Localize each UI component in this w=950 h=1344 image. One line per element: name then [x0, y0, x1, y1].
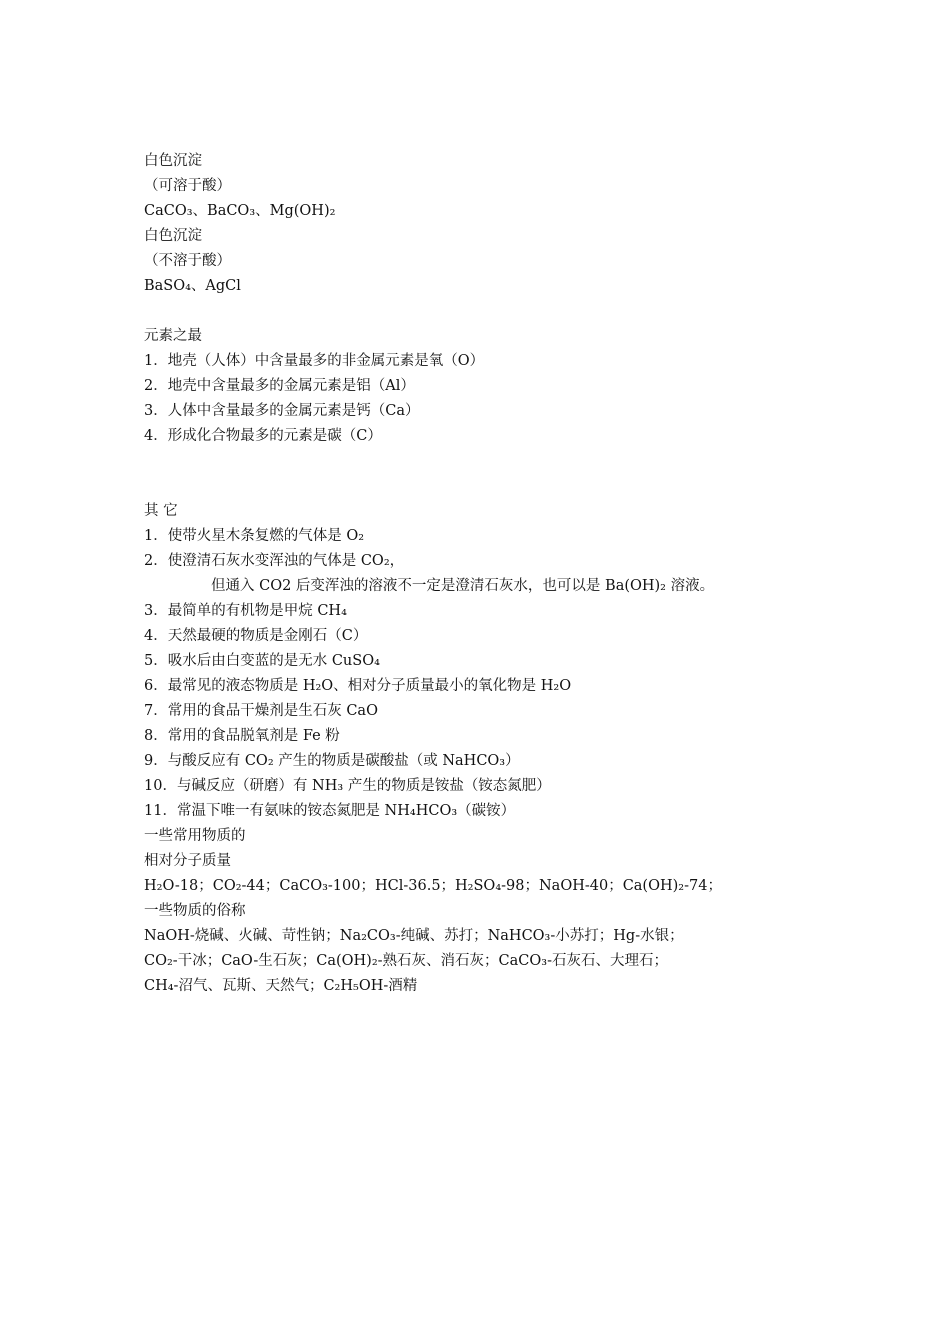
precipitate-soluble-title: 白色沉淀 [144, 153, 202, 169]
others-item: 3．最简单的有机物是甲烷 CH₄ [144, 603, 347, 619]
common-names-line: CH₄-沼气、瓦斯、天然气；C₂H₅OH-酒精 [144, 978, 418, 994]
others-item: 10．与碱反应（研磨）有 NH₃ 产生的物质是铵盐（铵态氮肥） [144, 778, 551, 794]
elements-item: 3．人体中含量最多的金属元素是钙（Ca） [144, 403, 420, 419]
elements-item: 4．形成化合物最多的元素是碳（C） [144, 428, 382, 444]
others-item: 6．最常见的液态物质是 H₂O、相对分子质量最小的氧化物是 H₂O [144, 678, 572, 694]
molar-mass-subtitle: 相对分子质量 [144, 853, 231, 869]
common-names-title: 一些物质的俗称 [144, 903, 246, 919]
precipitate-insoluble-items: BaSO₄、AgCl [144, 278, 241, 294]
others-item: 4．天然最硬的物质是金刚石（C） [144, 628, 368, 644]
others-item: 1．使带火星木条复燃的气体是 O₂ [144, 528, 365, 544]
elements-section-title: 元素之最 [144, 328, 202, 344]
molar-mass-title: 一些常用物质的 [144, 828, 246, 844]
common-names-line: CO₂-干冰；CaO-生石灰；Ca(OH)₂-熟石灰、消石灰；CaCO₃-石灰石、大理石； [144, 953, 668, 969]
others-item: 7．常用的食品干燥剂是生石灰 CaO [144, 703, 378, 719]
others-item: 11．常温下唯一有氨味的铵态氮肥是 NH₄HCO₃（碳铵） [144, 803, 516, 819]
others-item: 5．吸水后由白变蓝的是无水 CuSO₄ [144, 653, 380, 669]
others-item: 9．与酸反应有 CO₂ 产生的物质是碳酸盐（或 NaHCO₃） [144, 753, 520, 769]
precipitate-insoluble-title: 白色沉淀 [144, 228, 202, 244]
elements-item: 2．地壳中含量最多的金属元素是铝（Al） [144, 378, 415, 394]
spacer [144, 449, 804, 499]
others-section-title: 其 它 [144, 503, 178, 519]
others-item: 2．使澄清石灰水变浑浊的气体是 CO₂， [144, 553, 405, 569]
others-item-continuation: 但通入 CO2 后变浑浊的溶液不一定是澄清石灰水，也可以是 Ba(OH)₂ 溶液。 [211, 578, 715, 594]
others-item: 8．常用的食品脱氧剂是 Fe 粉 [144, 728, 340, 744]
elements-item: 1．地壳（人体）中含量最多的非金属元素是氧（O） [144, 353, 485, 369]
common-names-line: NaOH-烧碱、火碱、苛性钠；Na₂CO₃-纯碱、苏打；NaHCO₃-小苏打；Hg-水银； [144, 928, 684, 944]
precipitate-insoluble-note: （不溶于酸） [144, 253, 231, 269]
document-page [144, 149, 804, 999]
precipitate-soluble-items: CaCO₃、BaCO₃、Mg(OH)₂ [144, 203, 336, 219]
spacer [144, 299, 804, 324]
molar-mass-values: H₂O-18；CO₂-44；CaCO₃-100；HCl-36.5；H₂SO₄-98；NaOH-40；Ca(OH)₂-74； [144, 878, 722, 894]
precipitate-soluble-note: （可溶于酸） [144, 178, 231, 194]
